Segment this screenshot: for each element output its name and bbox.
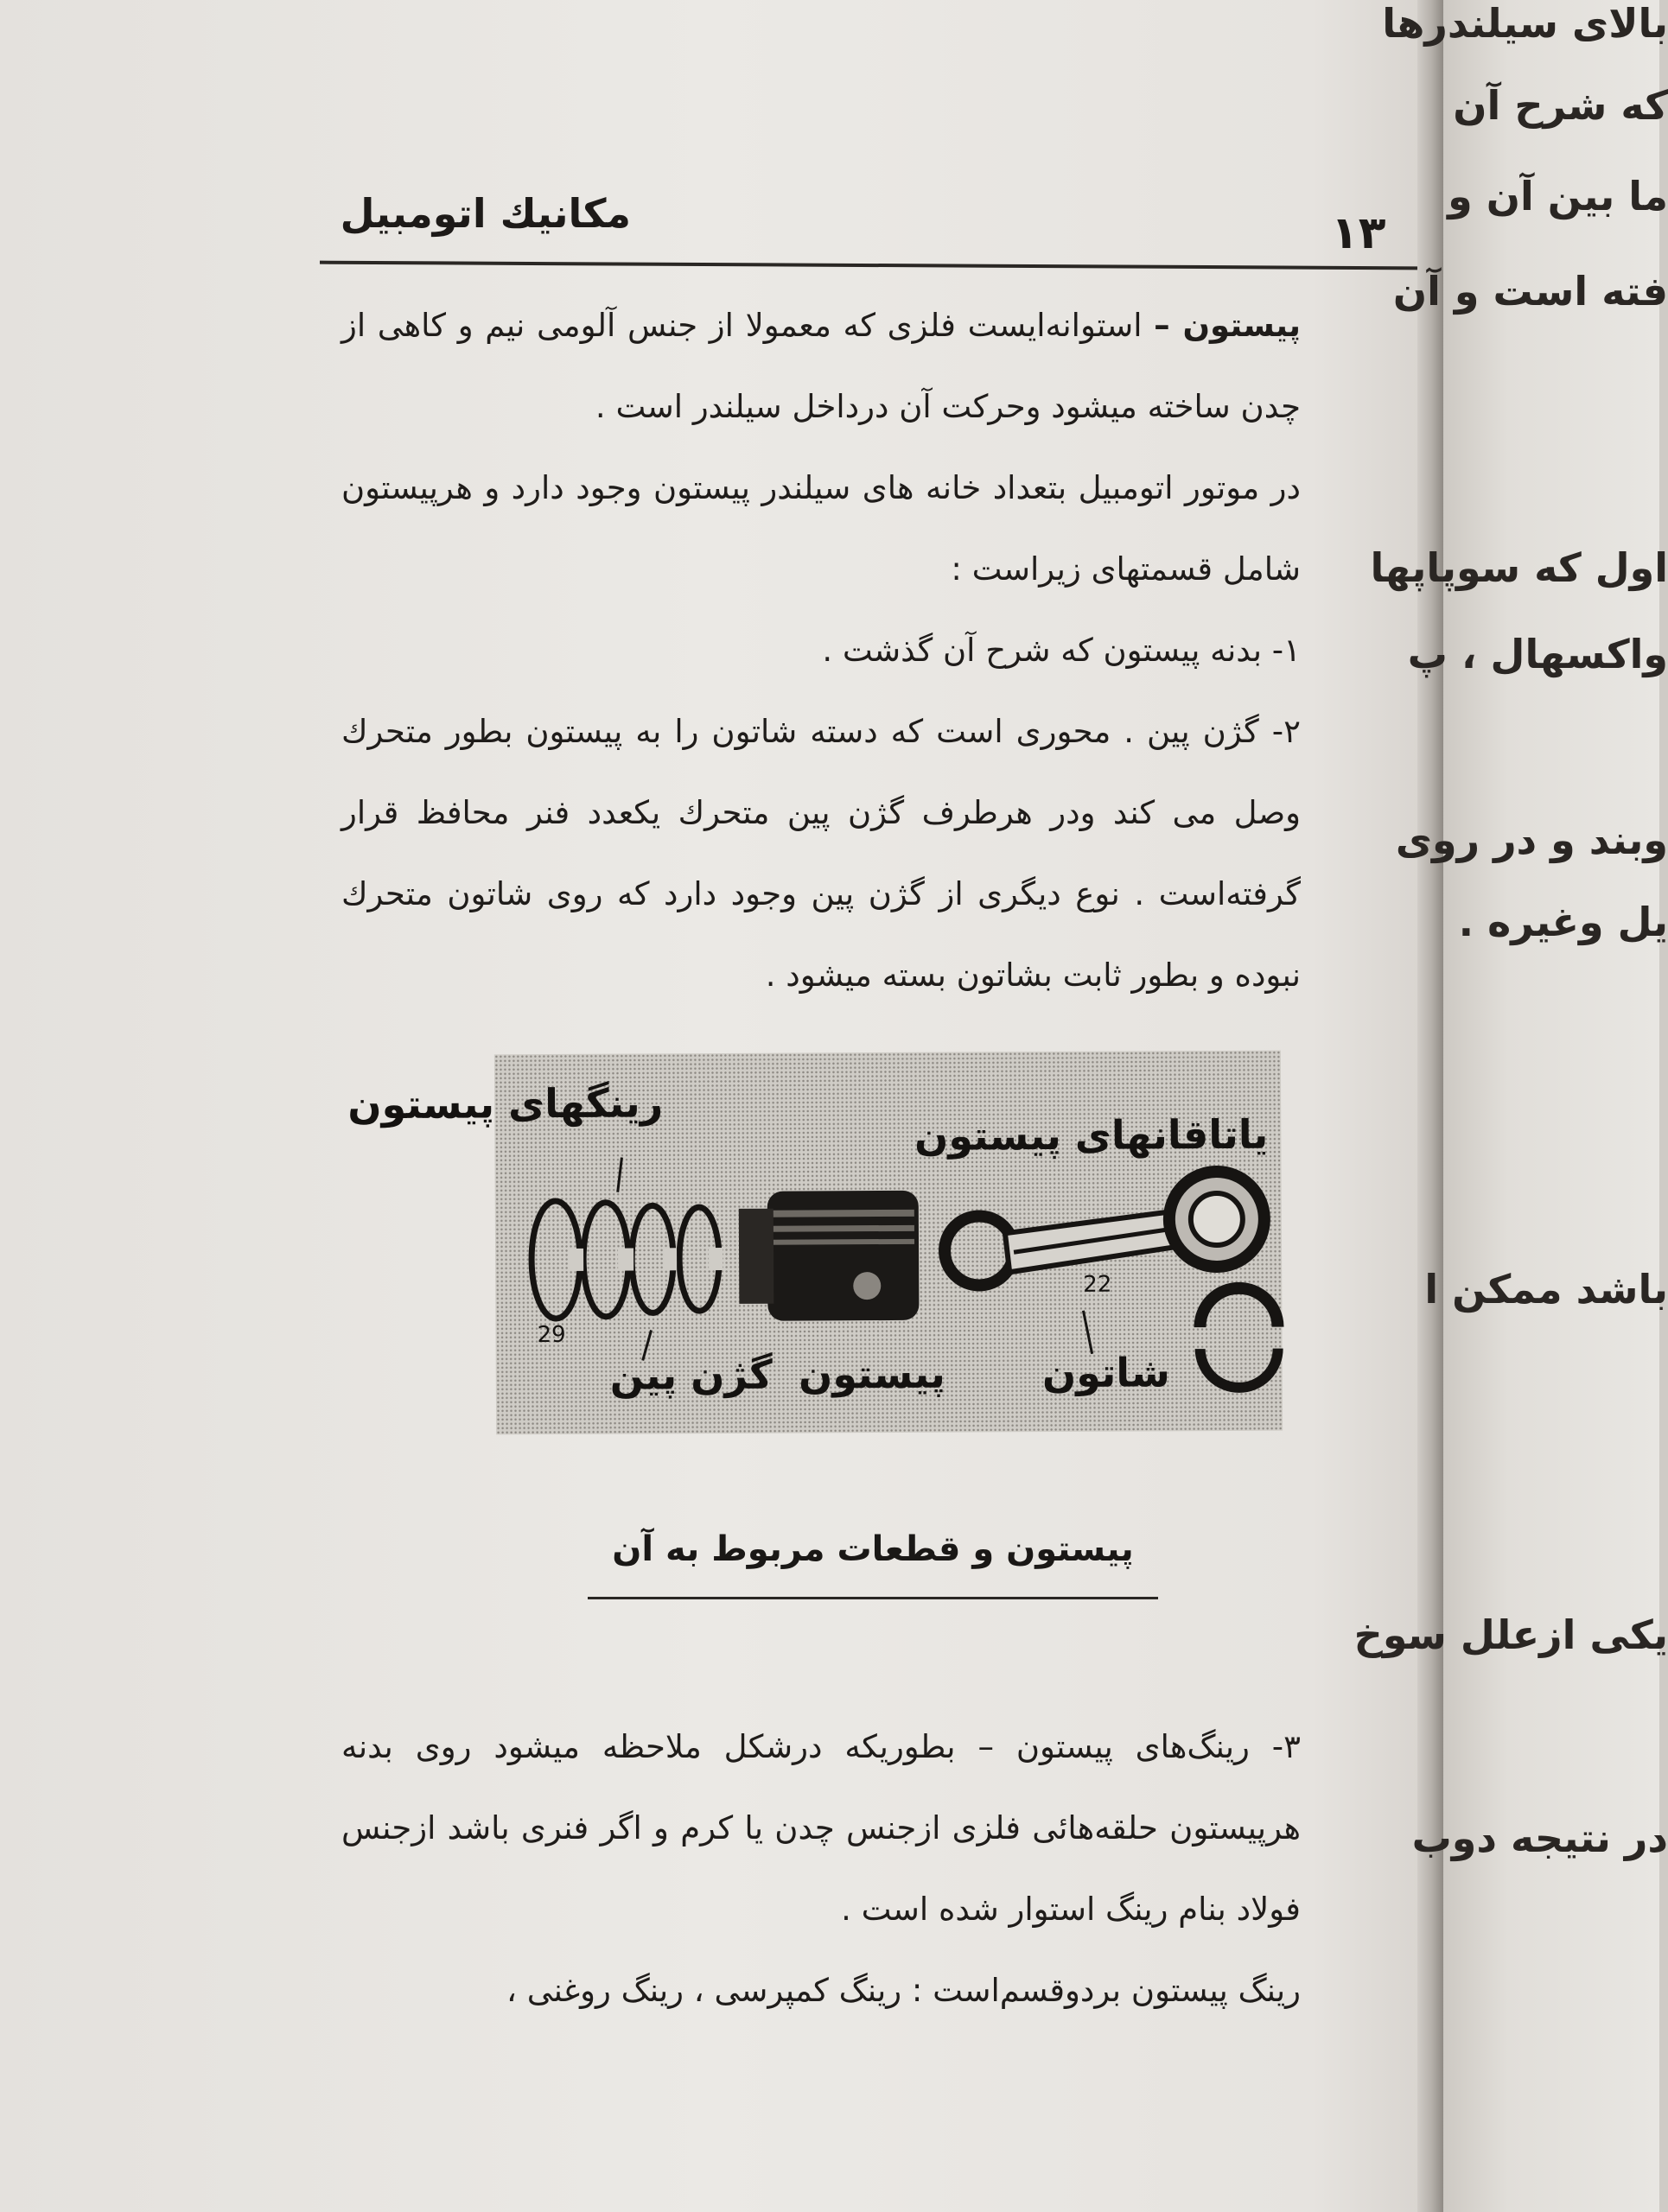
adjacent-text-line: فته است و آن xyxy=(1392,268,1668,315)
figure-number-29: 29 xyxy=(537,1321,566,1349)
piston-parts-photo xyxy=(347,1051,1283,1435)
adjacent-text-line: باشد ممکن ا xyxy=(1424,1266,1668,1313)
paragraph-ring-types: رینگ پیستون بردوقسم‌است : رینگ کمپرسی ، رینگ روغنی ، xyxy=(506,1972,1301,2009)
figure-caption: پیستون و قطعات مربوط به آن xyxy=(612,1529,1134,1569)
adjacent-text-line: یل وغیره . xyxy=(1458,899,1668,945)
paragraph-piston-text: استوانه‌ایست فلزی که معمولا از جنس آلومی نیم و کاهی از چدن ساخته میشود وحرکت آن درداخل سیلندر است . xyxy=(341,307,1301,425)
term-piston: پیستون – xyxy=(1154,307,1301,344)
book-gutter xyxy=(1417,0,1443,2212)
list-item-2: ۲- گژن پین . محوری است که دسته شاتون را به پیستون بطور متحرك وصل می کند ودر هرطرف گژن پین متحرك یکعدد فنر محافظ قرار گرفته‌است . نوع دیگری از گژن پین وجود دارد که روی شاتون متحرك نبوده و بطور ثابت بشاتون بسته میشود . xyxy=(341,713,1301,994)
paragraph-piston-parts: در موتور اتومبیل بتعداد خانه های سیلندر پیستون وجود دارد و هرپیستون شامل قسمتهای زیراست : xyxy=(341,469,1301,588)
label-gudgeon-pin: گژن پین xyxy=(609,1351,773,1399)
running-title: مکانیك اتومبیل xyxy=(340,190,631,237)
header-rule xyxy=(320,261,1417,270)
caption-underline xyxy=(588,1597,1158,1599)
adjacent-text-line: وبند و در روی xyxy=(1395,817,1668,863)
adjacent-text-line: اول که سوپاپها xyxy=(1370,544,1668,591)
connecting-rod-drawing xyxy=(945,1172,1265,1286)
label-piston: پیستون xyxy=(798,1350,945,1398)
body-text-top xyxy=(341,285,1404,1016)
adjacent-text-line: در نتیجه دوب xyxy=(1411,1815,1668,1861)
adjacent-text-line: بالای سیلندرها xyxy=(1382,0,1668,47)
adjacent-text-line: ما بین آن و xyxy=(1448,173,1668,219)
figure-number-22: 22 xyxy=(1083,1271,1112,1298)
body-text-bottom xyxy=(341,1707,1404,2031)
page-number: ۱۳ xyxy=(1331,207,1386,259)
label-bearing-shells: یاتاقانهای پیستون xyxy=(914,1110,1269,1160)
bearing-shells-drawing xyxy=(1200,1288,1278,1388)
piston-drawing xyxy=(739,1191,920,1321)
label-connecting-rod: شاتون xyxy=(1041,1349,1170,1397)
list-item-3: ۳- رینگ‌های پیستون – بطوریکه درشکل ملاحظه میشود روی بدنه هرپیستون حلقه‌هائی فلزی ازجنس چدن یا کرم و اگر فنری باشد ازجنس فولاد بنام رینگ استوار شده است . xyxy=(341,1728,1301,1928)
paragraph-piston xyxy=(341,285,1404,448)
adjacent-text-line: که شرح آن xyxy=(1453,82,1668,129)
pointer-line xyxy=(1083,1311,1092,1354)
adjacent-text-line: واکسهال ، پ xyxy=(1407,631,1668,677)
adjacent-text-line: یکی ازعلل سوخ xyxy=(1353,1611,1668,1658)
pointer-line xyxy=(617,1158,621,1192)
list-item-1: ۱- بدنه پیستون که شرح آن گذشت . xyxy=(822,632,1301,669)
label-piston-rings: رینگهای پیستون xyxy=(347,1079,664,1128)
